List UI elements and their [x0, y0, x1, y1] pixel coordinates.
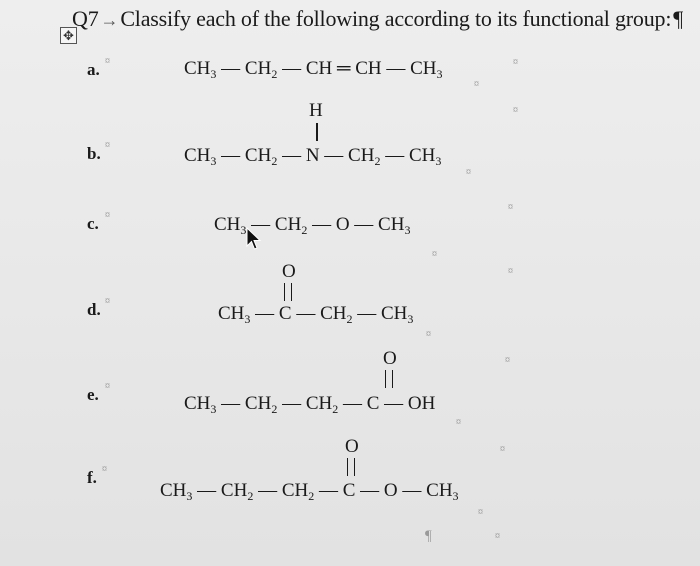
- formula-f-top-atom: O: [345, 436, 359, 457]
- tab-arrow-icon: →: [100, 10, 119, 30]
- formula-f-segment: O: [383, 480, 398, 501]
- cell-marker: ¤: [478, 507, 483, 518]
- formula-b-top-atom: H: [309, 100, 323, 121]
- formula-e-segment: OH: [407, 393, 436, 414]
- formula-b-segment: $CH_2$: [244, 145, 278, 168]
- cell-marker: ¤: [432, 249, 437, 260]
- formula-f-segment: —: [197, 480, 217, 501]
- formula-e-segment: —: [384, 393, 404, 414]
- formula-b-segment: —: [324, 145, 344, 166]
- cell-marker: ¤: [105, 296, 110, 307]
- formula-d-segment: $CH_2$: [320, 303, 353, 326]
- formula-b-segment: —: [282, 145, 302, 166]
- formula-d-segment: —: [296, 303, 316, 324]
- formula-f-segment: C: [342, 480, 356, 501]
- formula-d-segment: $CH_3$: [381, 303, 414, 326]
- formula-e-segment: —: [282, 393, 302, 414]
- formula-b-segment: $CH_3$: [184, 145, 217, 168]
- question-number: Q7: [72, 6, 99, 31]
- formula-c-segment: —: [354, 214, 374, 235]
- formula-c: [214, 214, 410, 238]
- formula-b-segment: $CH_2$: [348, 145, 381, 168]
- formula-f-segment: —: [318, 480, 338, 501]
- formula-e: [184, 393, 435, 417]
- formula-f-segment: $CH_2$: [220, 480, 254, 503]
- formula-e-segment: C: [366, 393, 380, 414]
- formula-b-segment: —: [385, 145, 405, 166]
- formula-a-segment: $CH_2$: [244, 58, 278, 81]
- double-bond-vertical: [385, 370, 393, 388]
- item-d-label: d.: [87, 300, 101, 319]
- formula-e-top-atom: O: [383, 348, 397, 369]
- formula-a-segment: —: [221, 58, 241, 79]
- mouse-pointer-icon: [246, 227, 262, 251]
- formula-a: [184, 58, 443, 82]
- cell-marker: ¤: [105, 210, 110, 221]
- cell-marker: ¤: [500, 444, 505, 455]
- formula-b-segment: $CH_3$: [408, 145, 442, 168]
- formula-f-segment: —: [258, 480, 278, 501]
- item-b-label: b.: [87, 144, 101, 163]
- formula-f-segment: —: [360, 480, 380, 501]
- formula-f-segment: —: [402, 480, 422, 501]
- cell-marker: ¤: [102, 464, 107, 475]
- formula-a-segment: CH: [305, 58, 333, 79]
- formula-a-segment: $CH_3$: [184, 58, 217, 81]
- cell-marker: ¤: [513, 105, 518, 116]
- formula-b-segment: N: [305, 145, 320, 166]
- item-a-label: a.: [87, 60, 100, 79]
- formula-d-top-atom: O: [282, 261, 296, 282]
- formula-a-segment: ═: [336, 58, 351, 79]
- single-bond-vertical: [316, 123, 318, 141]
- pilcrow-mark: ¶: [673, 6, 684, 31]
- item-c-label: c.: [87, 214, 99, 233]
- formula-f: [160, 480, 459, 504]
- formula-f-segment: $CH_3$: [160, 480, 193, 503]
- cell-marker: ¤: [466, 167, 471, 178]
- move-handle-icon[interactable]: ✥: [60, 27, 77, 44]
- formula-a-segment: —: [386, 58, 406, 79]
- formula-a-segment: CH: [355, 58, 382, 79]
- cell-marker: ¤: [105, 140, 110, 151]
- formula-b: [184, 145, 441, 169]
- formula-d: [218, 303, 413, 327]
- formula-f-segment: $CH_3$: [426, 480, 459, 503]
- formula-e-segment: $CH_2$: [244, 393, 278, 416]
- formula-b-segment: —: [221, 145, 241, 166]
- item-e-label: e.: [87, 385, 99, 404]
- formula-e-segment: $CH_2$: [305, 393, 339, 416]
- double-bond-vertical: [347, 458, 355, 476]
- formula-c-segment: —: [251, 214, 271, 235]
- question-text: Classify each of the following according to its functional group:: [120, 6, 672, 31]
- item-f-label: f.: [87, 468, 97, 487]
- formula-c-segment: $CH_3$: [214, 214, 247, 237]
- formula-d-segment: $CH_3$: [218, 303, 251, 326]
- cell-marker: ¤: [508, 266, 513, 277]
- formula-e-segment: $CH_3$: [184, 393, 217, 416]
- formula-d-segment: C: [278, 303, 292, 324]
- formula-a-segment: $CH_3$: [410, 58, 443, 81]
- cell-marker: ¤: [474, 79, 479, 90]
- cell-marker: ¤: [105, 381, 110, 392]
- cell-marker: ¤: [505, 355, 510, 366]
- cell-marker: ¤: [508, 202, 513, 213]
- formula-a-segment: —: [282, 58, 302, 79]
- formula-f-segment: $CH_2$: [281, 480, 315, 503]
- formula-d-segment: —: [357, 303, 377, 324]
- cell-marker: ¤: [495, 531, 500, 542]
- formula-c-segment: $CH_3$: [378, 214, 411, 237]
- cell-marker: ¤: [105, 56, 110, 67]
- cell-marker: ¤: [513, 57, 518, 68]
- formula-c-segment: O: [335, 214, 350, 235]
- formula-d-segment: —: [255, 303, 275, 324]
- question-heading: [72, 6, 683, 32]
- double-bond-vertical: [284, 283, 292, 301]
- formula-e-segment: —: [221, 393, 241, 414]
- formula-e-segment: —: [342, 393, 362, 414]
- cell-marker: ¤: [456, 417, 461, 428]
- formula-c-segment: —: [312, 214, 332, 235]
- formula-c-segment: $CH_2$: [274, 214, 308, 237]
- pilcrow-mark: ¶: [425, 528, 432, 544]
- cell-marker: ¤: [426, 329, 431, 340]
